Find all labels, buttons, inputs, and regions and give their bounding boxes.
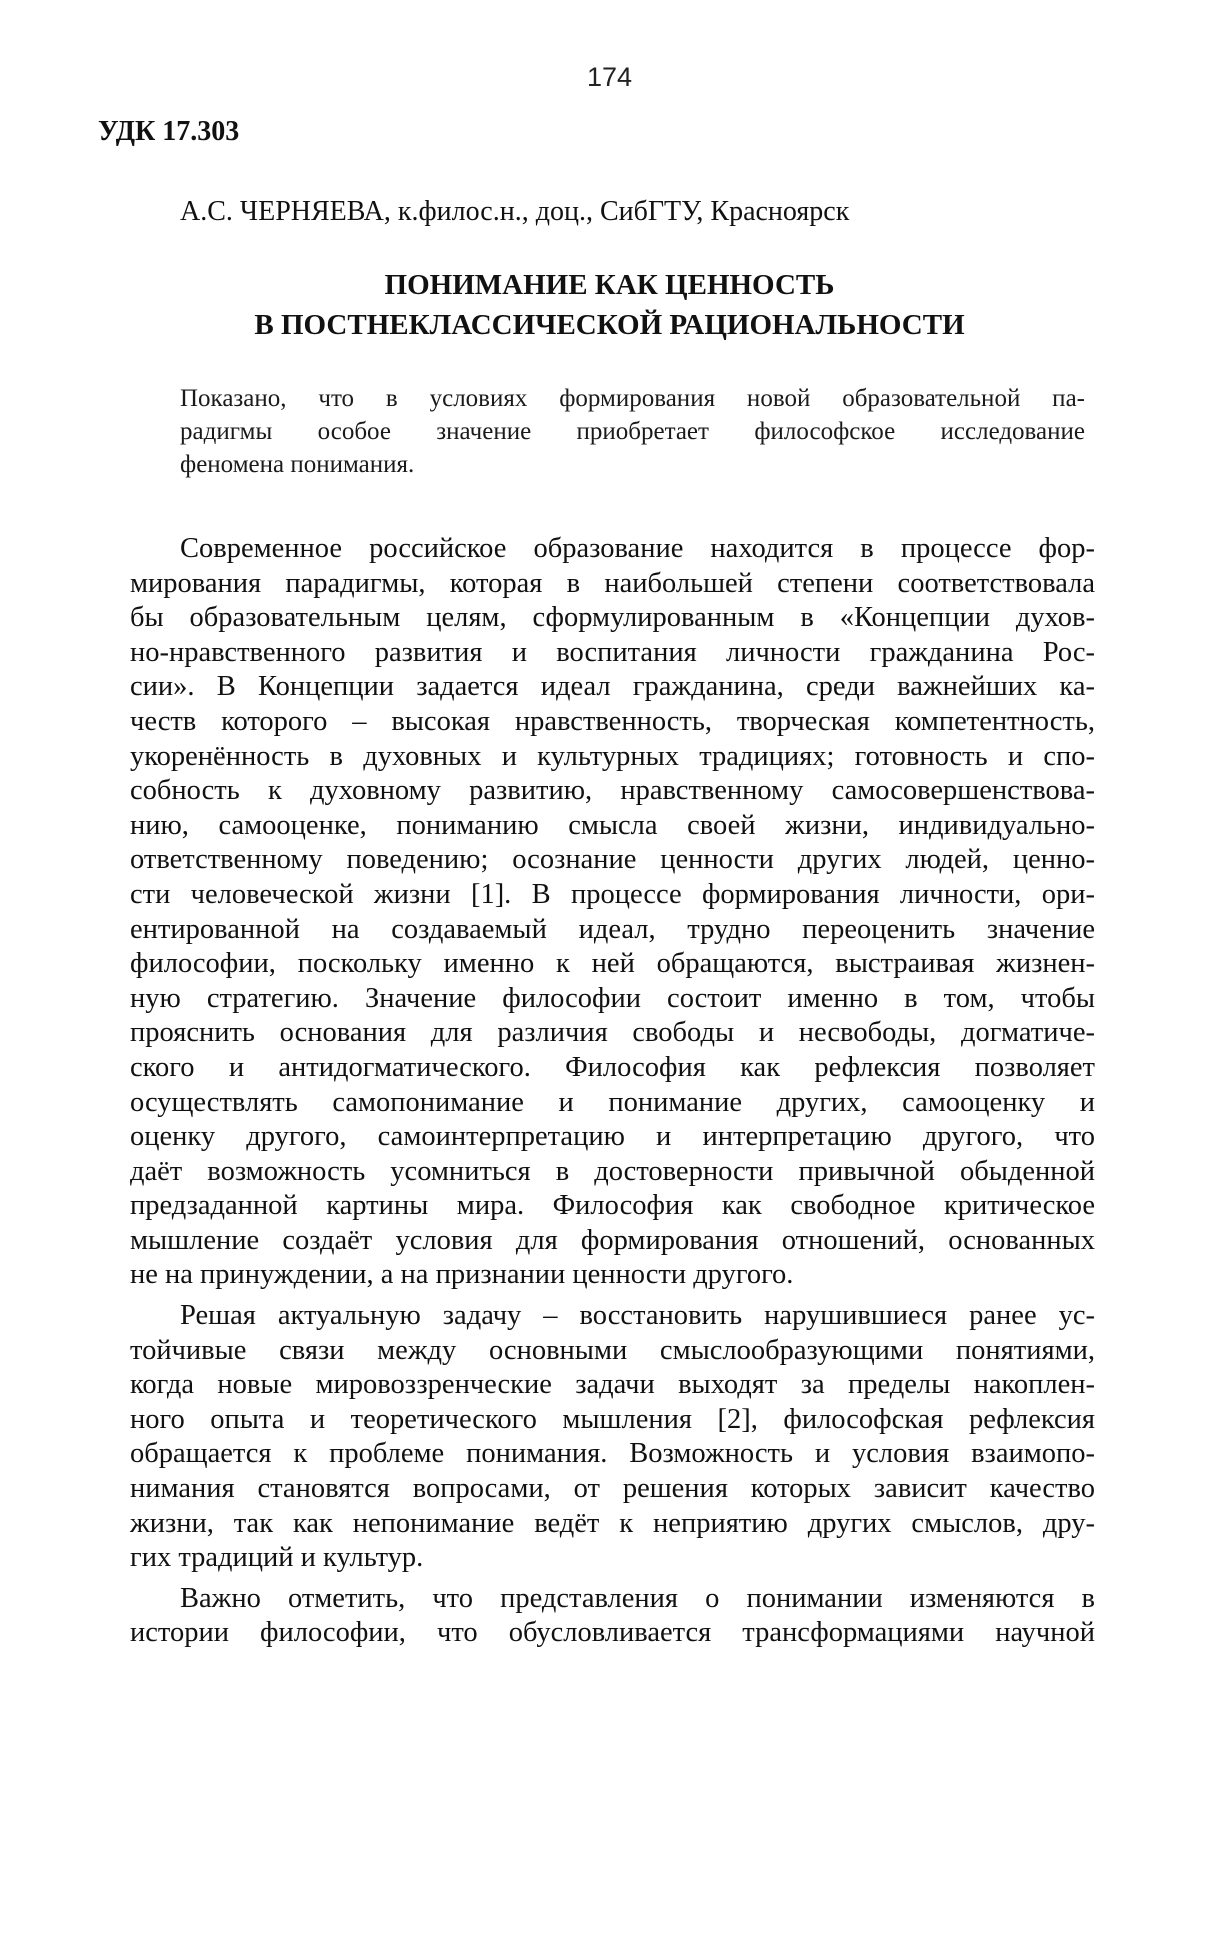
abstract	[180, 382, 1085, 481]
body-line: честв которого – высокая нравственность, творческая компетентность,	[130, 705, 1095, 737]
body-line: ентированной на создаваемый идеал, трудно переоценить значение	[130, 913, 1095, 945]
body-line: Решая актуальную задачу – восстановить нарушившиеся ранее ус-	[180, 1300, 1095, 1332]
body-line: обращается к проблеме понимания. Возможность и условия взаимопо-	[130, 1438, 1095, 1470]
body-line: предзаданной картины мира. Философия как свободное критическое	[130, 1190, 1095, 1222]
body-line: осуществлять самопонимание и понимание других, самооценку и	[130, 1086, 1095, 1118]
body-line: гих традиций и культур.	[130, 1542, 424, 1574]
body-line: сии». В Концепции задается идеал гражданина, среди важнейших ка-	[130, 671, 1095, 703]
article-body	[130, 532, 1095, 1651]
body-line: нию, самооценке, пониманию смысла своей жизни, индивидуально-	[130, 809, 1095, 841]
body-line: бы образовательным целям, сформулированным в «Концепции духов-	[130, 602, 1095, 634]
body-line: Современное российское образование находится в процессе фор-	[180, 533, 1095, 564]
body-line: сти человеческой жизни [1]. В процессе формирования личности, ори-	[130, 878, 1095, 910]
abstract-line: Показано, что в условиях формирования новой образовательной па-	[180, 385, 1085, 412]
body-line: укоренённость в духовных и культурных традициях; готовность и спо-	[130, 740, 1095, 772]
body-line: тойчивые связи между основными смыслообразующими понятиями,	[130, 1334, 1095, 1366]
page-number: 174	[586, 62, 633, 92]
body-line: но-нравственного развития и воспитания личности гражданина Рос-	[130, 636, 1095, 668]
author-line: А.С. ЧЕРНЯЕВА, к.филос.н., доц., СибГТУ, Красноярск	[180, 196, 850, 227]
article-title	[0, 265, 1219, 345]
body-paragraph-2	[130, 1299, 1095, 1576]
body-line: истории философии, что обусловливается трансформациями научной	[130, 1617, 1095, 1649]
body-line: ответственному поведению; осознание ценности других людей, ценно-	[130, 844, 1095, 876]
body-line: мирования парадигмы, которая в наибольшей степени соответствовала	[130, 567, 1095, 599]
body-paragraph-3	[130, 1582, 1095, 1651]
body-line: Важно отметить, что представления о понимании изменяются в	[180, 1582, 1095, 1614]
body-line: прояснить основания для различия свободы и несвободы, догматиче-	[130, 1017, 1095, 1049]
body-line: собность к духовному развитию, нравственному самосовершенствова-	[130, 775, 1095, 807]
abstract-line: радигмы особое значение приобретает философское исследование	[180, 418, 1085, 445]
body-paragraph-1	[130, 532, 1095, 1293]
body-line: философии, поскольку именно к ней обращаются, выстраивая жизнен-	[130, 948, 1095, 980]
body-line: мышление создаёт условия для формирования отношений, основанных	[130, 1224, 1095, 1256]
abstract-line: феномена понимания.	[180, 451, 415, 478]
body-line: ского и антидогматического. Философия как рефлексия позволяет	[130, 1051, 1095, 1083]
body-line: даёт возможность усомниться в достоверности привычной обыденной	[130, 1155, 1095, 1187]
body-line: ную стратегию. Значение философии состоит именно в том, чтобы	[130, 982, 1095, 1014]
body-line: ного опыта и теоретического мышления [2], философская рефлексия	[130, 1403, 1095, 1435]
body-line: когда новые мировоззренческие задачи выходят за пределы накоплен-	[130, 1369, 1095, 1401]
article-title-line-2: В ПОСТНЕКЛАССИЧЕСКОЙ РАЦИОНАЛЬНОСТИ	[254, 309, 965, 341]
body-line: нимания становятся вопросами, от решения которых зависит качество	[130, 1473, 1095, 1505]
body-line: не на принуждении, а на признании ценности другого.	[130, 1259, 794, 1291]
article-title-line-1: ПОНИМАНИЕ КАК ЦЕННОСТЬ	[384, 269, 835, 301]
body-line: жизни, так как непонимание ведёт к неприятию других смыслов, дру-	[130, 1507, 1095, 1539]
body-line: оценку другого, самоинтерпретацию и интерпретацию другого, что	[130, 1121, 1095, 1153]
udk-code: УДК 17.303	[98, 116, 240, 147]
